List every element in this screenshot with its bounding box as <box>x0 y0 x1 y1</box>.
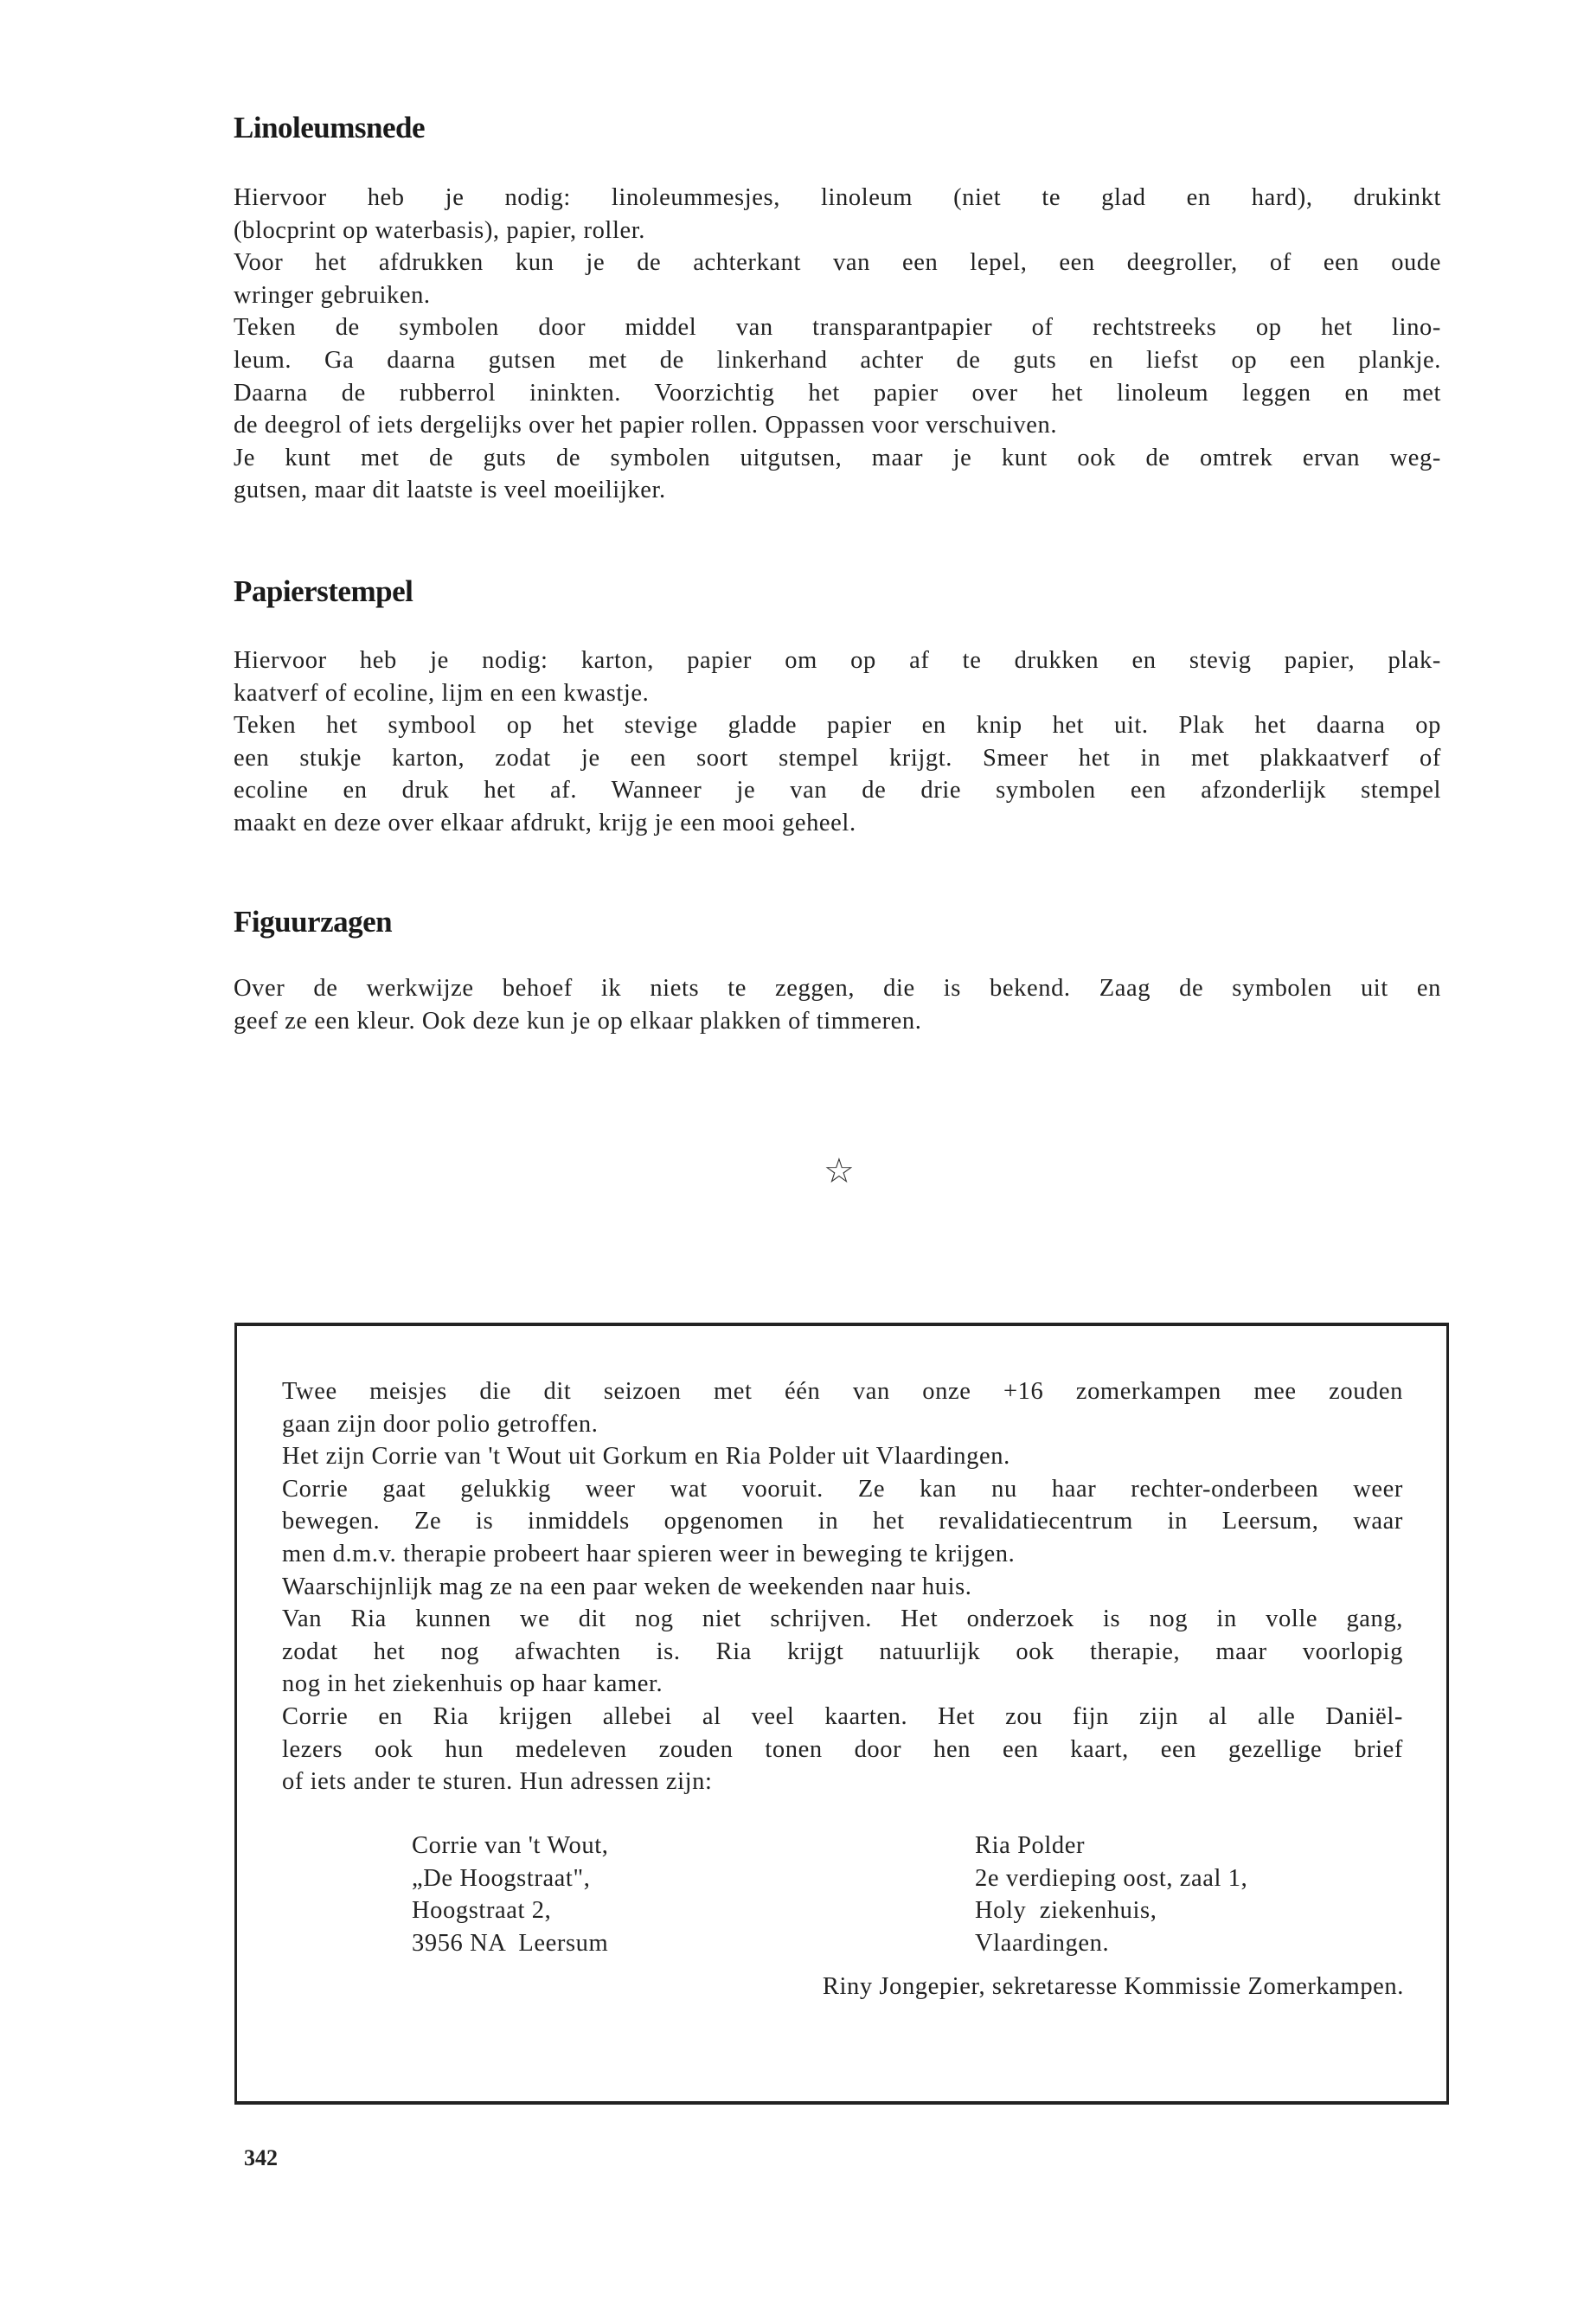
text-line: Hiervoor heb je nodig: karton, papier om op af te drukken en stevig papier, plak- <box>234 647 1441 674</box>
address-line: Hoogstraat 2, <box>412 1897 552 1925</box>
text-line: Teken het symbool op het stevige gladde papier en knip het uit. Plak het daarna op <box>234 712 1441 740</box>
paragraph-papierstempel <box>234 644 1441 840</box>
text-line: (blocprint op waterbasis), papier, roller. <box>234 216 645 244</box>
paragraph-figuurzagen <box>234 972 1441 1037</box>
text-line: kaatverf of ecoline, lijm en een kwastje. <box>234 679 650 707</box>
text-line: men d.m.v. therapie probeert haar spieren weer in beweging te krijgen. <box>282 1540 1016 1567</box>
heading-linoleumsnede: Linoleumsnede <box>234 111 426 144</box>
text-line: geef ze een kleur. Ook deze kun je op elkaar plakken of timmeren. <box>234 1007 922 1035</box>
signature: Riny Jongepier, sekretaresse Kommissie Zomerkampen. <box>822 1973 1404 2000</box>
text-line: de deegrol of iets dergelijks over het papier rollen. Oppassen voor verschuiven. <box>234 412 1058 439</box>
text-line: Hiervoor heb je nodig: linoleummesjes, linoleum (niet te glad en hard), drukinkt <box>234 184 1441 211</box>
text-line: wringer gebruiken. <box>234 281 431 309</box>
text-line: Teken de symbolen door middel van transparantpapier of rechtstreeks op het lino- <box>234 314 1441 342</box>
address-line: 3956 NA Leersum <box>412 1929 609 1957</box>
address-corrie <box>412 1830 608 1959</box>
text-line: nog in het ziekenhuis op haar kamer. <box>282 1670 663 1698</box>
address-line: Ria Polder <box>975 1832 1086 1859</box>
address-line: Corrie van 't Wout, <box>412 1832 609 1859</box>
text-line: Waarschijnlijk mag ze na een paar weken de weekenden naar huis. <box>282 1573 972 1600</box>
text-line: Twee meisjes die dit seizoen met één van onze +16 zomerkampen mee zouden <box>282 1378 1403 1405</box>
notice-paragraph <box>282 1375 1403 1798</box>
address-line: Holy ziekenhuis, <box>975 1897 1157 1925</box>
text-line: Voor het afdrukken kun je de achterkant van een lepel, een deegroller, of een oude <box>234 249 1441 277</box>
text-line: een stukje karton, zodat je een soort stempel krijgt. Smeer het in met plakkaatverf of <box>234 744 1441 772</box>
text-line: leum. Ga daarna gutsen met de linkerhand achter de guts en liefst op een plankje. <box>234 346 1441 374</box>
text-line: of iets ander te sturen. Hun adressen zijn: <box>282 1768 713 1796</box>
address-line: Vlaardingen. <box>975 1929 1110 1957</box>
paragraph-linoleumsnede <box>234 182 1441 507</box>
text-line: lezers ook hun medeleven zouden tonen door hen een kaart, een gezellige brief <box>282 1735 1403 1763</box>
text-line: bewegen. Ze is inmiddels opgenomen in het revalidatiecentrum in Leersum, waar <box>282 1508 1403 1535</box>
address-line: 2e verdieping oost, zaal 1, <box>975 1864 1248 1892</box>
text-line: zodat het nog afwachten is. Ria krijgt natuurlijk ook therapie, maar voorlopig <box>282 1638 1403 1665</box>
notice-box <box>234 1323 1449 2105</box>
text-line: Corrie gaat gelukkig weer wat vooruit. Ze kan nu haar rechter-onderbeen weer <box>282 1475 1403 1503</box>
text-line: Daarna de rubberrol ininkten. Voorzichtig het papier over het linoleum leggen en met <box>234 379 1441 407</box>
text-line: Corrie en Ria krijgen allebei al veel kaarten. Het zou fijn zijn al alle Daniël- <box>282 1702 1403 1730</box>
heading-figuurzagen: Figuurzagen <box>234 905 393 939</box>
page-number: 342 <box>244 2145 278 2170</box>
star-separator-icon: ☆ <box>824 1151 855 1190</box>
text-line: ecoline en druk het af. Wanneer je van de drie symbolen een afzonderlijk stempel <box>234 777 1441 804</box>
heading-papierstempel: Papierstempel <box>234 574 413 608</box>
text-line: gutsen, maar dit laatste is veel moeilijker. <box>234 477 666 504</box>
address-ria <box>975 1830 1247 1959</box>
text-line: maakt en deze over elkaar afdrukt, krijg je een mooi geheel. <box>234 809 856 836</box>
address-line: „De Hoogstraat", <box>412 1864 591 1892</box>
text-line: gaan zijn door polio getroffen. <box>282 1410 599 1438</box>
text-line: Je kunt met de guts de symbolen uitgutsen, maar je kunt ook de omtrek ervan weg- <box>234 444 1441 471</box>
text-line: Het zijn Corrie van 't Wout uit Gorkum en Ria Polder uit Vlaardingen. <box>282 1443 1010 1471</box>
text-line: Van Ria kunnen we dit nog niet schrijven. Het onderzoek is nog in volle gang, <box>282 1606 1403 1633</box>
text-line: Over de werkwijze behoef ik niets te zeggen, die is bekend. Zaag de symbolen uit en <box>234 975 1441 1002</box>
